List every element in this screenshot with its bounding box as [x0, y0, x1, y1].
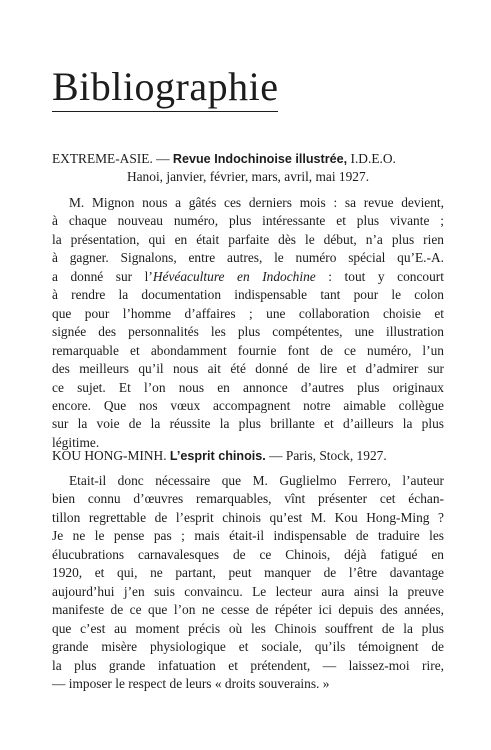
review-line: élucubrations carnavalesques de ce Chinois, déjà fatigué en: [52, 546, 444, 562]
entry-review-kou-hong-minh: [52, 472, 444, 693]
review-line: encore. Que nos vœux accompagnent notre aimable collègue: [52, 397, 444, 413]
review-line: manifeste de ce que l’on ne cesse de répéter ici depuis des années,: [52, 602, 444, 618]
review-line: la plus grande infatuation et prétendent, — laissez-moi rire,: [52, 657, 444, 673]
review-line-with-italic: a donné sur l’Hévéaculture en Indochine : tout y concourt: [52, 268, 444, 284]
review-line: tillon regrettable de l’esprit chinois qu’est M. Kou Hong-Ming ?: [52, 509, 444, 525]
review-line: aujourd’hui j’en suis convaincu. Le lecteur aura ainsi la preuve: [52, 583, 444, 599]
review-line: remarquable et abondamment fournie font de ce numéro, l’un: [52, 342, 444, 358]
review-line: Je ne le pense pas ; mais était-il indispensable de traduire les: [52, 528, 444, 544]
review-line: la présentation, qui en était parfaite dès le début, n’a plus rien: [52, 231, 444, 247]
entry-review-extreme-asie: [52, 194, 444, 452]
review-line: que c’est au moment précis où les Chinois souffrent de la plus: [52, 620, 444, 636]
review-line: des meilleurs qu’il nous ait été donné de lire et d’admirer sur: [52, 361, 444, 377]
review-line: M. Mignon nous a gâtés ces derniers mois : sa revue devient,: [69, 195, 444, 210]
entry-publisher: I.D.E.O.: [347, 151, 396, 166]
review-line: bien connu d’œuvres remarquables, vînt présenter cet échan-: [52, 491, 444, 507]
entry-details: — Paris, Stock, 1927.: [265, 448, 387, 463]
review-line: à rendre la documentation indispensable tant pour le colon: [52, 287, 444, 303]
review-line: à gagner. Signalons, entre autres, le numéro spécial qu’E.-A.: [52, 250, 444, 266]
review-line: ce sujet. Et l’on nous en annonce d’autres plus originaux: [52, 379, 444, 395]
entry-heading-extreme-asie: [52, 150, 444, 186]
review-line: grande misère physiologique et sociale, qu’ils témoignent de: [52, 639, 444, 655]
review-line: — imposer le respect de leurs « droits souverains. »: [52, 675, 330, 691]
review-line: que pour l’homme d’affaires ; une collaboration choisie et: [52, 305, 444, 321]
review-line: légitime.: [52, 434, 100, 450]
entry-work-title: Revue Indochinoise illustrée,: [172, 152, 348, 166]
entry-work-title: L’esprit chinois.: [169, 449, 266, 463]
review-line: signée des personnalités les plus compétentes, une illustration: [52, 324, 444, 340]
entry-author: EXTREME-ASIE. —: [52, 151, 170, 166]
review-line: sur la voie de la réussite la plus brillante et d’ailleurs la plus: [52, 416, 444, 432]
page-title: Bibliographie: [52, 64, 278, 112]
review-line: Etait-il donc nécessaire que M. Guglielmo Ferrero, l’auteur: [69, 473, 444, 488]
review-line: 1920, et qui, ne partant, peut manquer de l’être davantage: [52, 565, 444, 581]
italic-title: Hévéaculture en Indochine: [152, 268, 316, 284]
entry-heading-kou-hong-minh: [52, 447, 444, 465]
entry-details: Hanoi, janvier, février, mars, avril, mai 1927.: [126, 169, 370, 184]
entry-author: KOU HONG-MINH.: [52, 448, 167, 463]
review-line: à chaque nouveau numéro, plus intéressante et plus vivante ;: [52, 213, 444, 229]
